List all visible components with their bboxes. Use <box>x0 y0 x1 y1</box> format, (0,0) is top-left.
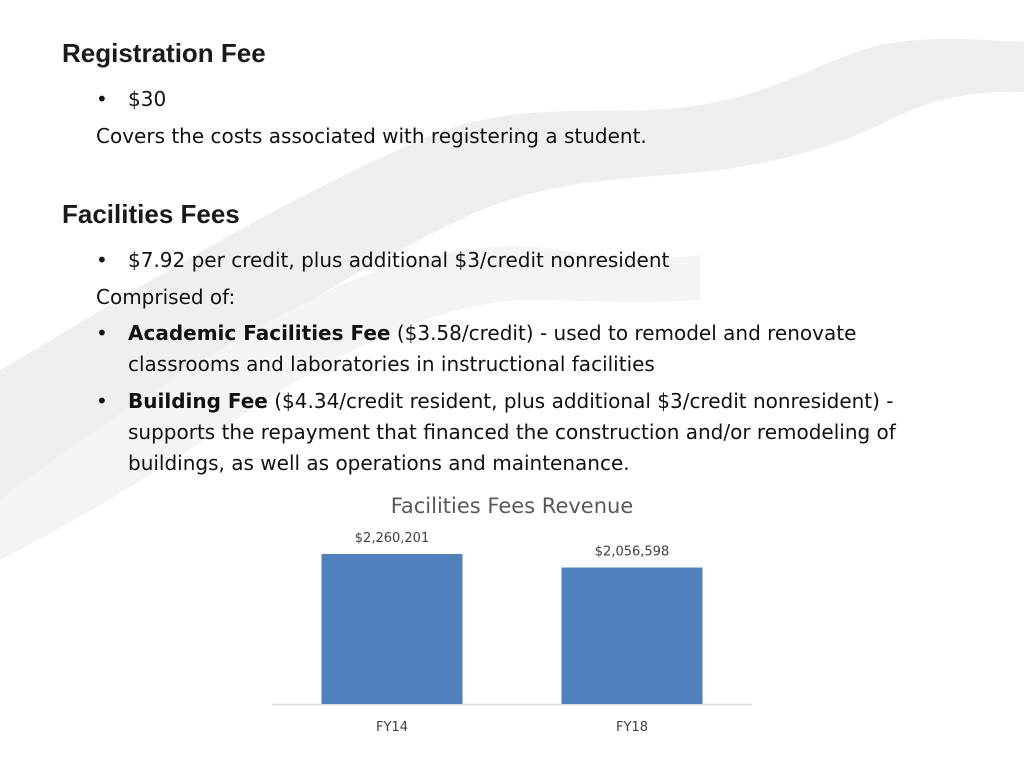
x-tick-label-fy18: FY18 <box>616 720 648 735</box>
bullet-dot: • <box>96 389 108 413</box>
comprised-of-label: Comprised of: <box>96 285 236 309</box>
facilities-fees-revenue-chart <box>260 488 770 748</box>
academic-facilities-fee-name: Academic Facilities Fee <box>128 321 391 345</box>
registration-amount: $30 <box>128 87 167 111</box>
bar-fy18 <box>562 568 703 704</box>
academic-facilities-fee-detail: ($3.58/credit) - used to remodel and renovate classrooms and laboratories in instructional facilities <box>128 321 857 376</box>
bullet-dot: • <box>96 248 108 272</box>
bullet-dot: • <box>96 321 108 345</box>
bullet-dot: • <box>96 87 108 111</box>
registration-description: Covers the costs associated with registering a student. <box>96 124 647 148</box>
chart-title: Facilities Fees Revenue <box>390 494 634 518</box>
x-tick-label-fy14: FY14 <box>376 720 408 735</box>
facilities-rate-text: $7.92 per credit, plus additional $3/credit nonresident <box>128 248 670 272</box>
academic-facilities-fee-text <box>128 318 918 380</box>
building-fee-text <box>128 386 918 479</box>
building-fee-name: Building Fee <box>128 389 268 413</box>
building-fee-detail: ($4.34/credit resident, plus additional $3/credit nonresident) - supports the repayment that financed the construction and/or remodeling of buildings, as well as operations and maintenance. <box>128 389 896 475</box>
facilities-fees-heading: Facilities Fees <box>62 199 240 229</box>
data-label-fy14: $2,260,201 <box>354 531 430 546</box>
data-label-fy18: $2,056,598 <box>594 544 670 560</box>
bar-fy14 <box>322 554 463 704</box>
registration-fee-heading: Registration Fee <box>62 38 266 68</box>
